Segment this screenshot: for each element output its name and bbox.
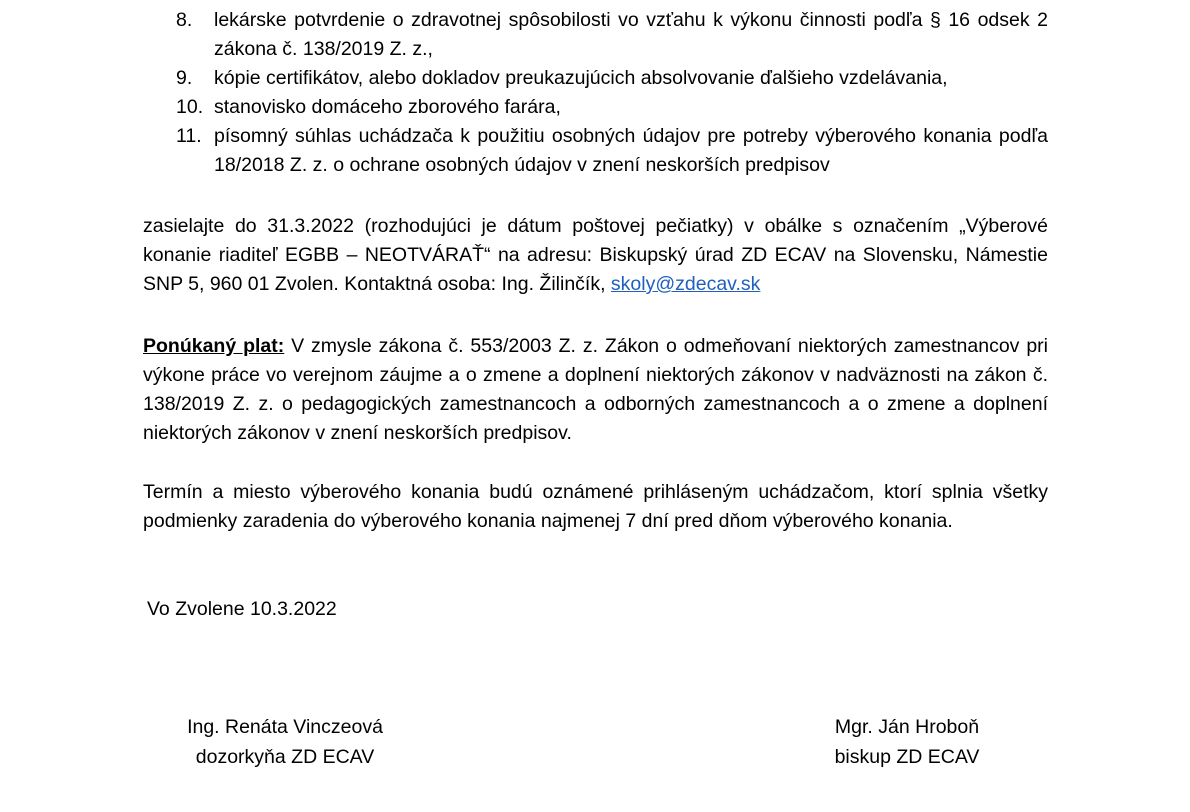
signature-block-right [822,712,992,772]
salary-label: Ponúkaný plat: [143,335,285,357]
list-item [0,6,1048,64]
place-date: Vo Zvolene 10.3.2022 [147,598,337,620]
requirements-list [0,6,1190,180]
list-item-number: 8. [176,9,193,31]
signatory-role: dozorkyňa ZD ECAV [195,746,375,768]
salary-paragraph [143,332,1048,448]
list-item [0,93,1048,122]
list-item-number: 11. [176,125,202,147]
schedule-text: Termín a miesto výberového konania budú oznámené prihláseným uchádzačom, ktorí splnia všetky podmienky zaradenia do výberového konania najmenej 7 dní pred dňom výberového konania. [143,481,1048,532]
signature-block-left [178,712,392,772]
signatory-role: biskup ZD ECAV [834,746,980,768]
list-item-text: kópie certifikátov, alebo dokladov preukazujúcich absolvovanie ďalšieho vzdelávania, [214,67,948,89]
contact-email-link[interactable]: skoly@zdecav.sk [610,273,761,295]
list-item [0,122,1048,180]
list-item-text: lekárske potvrdenie o zdravotnej spôsobilosti vo vzťahu k výkonu činnosti podľa § 16 odsek 2 zákona č. 138/2019 Z. z., [214,9,1048,60]
list-item-text: písomný súhlas uchádzača k použitiu osobných údajov pre potreby výberového konania podľa 18/2018 Z. z. o ochrane osobných údajov v znení neskorších predpisov [214,125,1048,176]
submission-paragraph [143,212,1048,299]
signatory-name: Mgr. Ján Hroboň [834,716,980,738]
salary-text: V zmysle zákona č. 553/2003 Z. z. Zákon o odmeňovaní niektorých zamestnancov pri výkone práce vo verejnom záujme a o zmene a doplnení niektorých zákonov v nadväznosti na zákon č. 138/2019 Z. z. o pedagogických zamestnancoch a odborných zamestnancoch a o zmene a doplnení niektorých zákonov v znení neskorších predpisov. [143,335,1048,444]
list-item-text: stanovisko domáceho zborového farára, [214,96,561,118]
schedule-paragraph [143,478,1048,536]
list-item-number: 9. [176,67,193,89]
submission-text: zasielajte do 31.3.2022 (rozhodujúci je dátum poštovej pečiatky) v obálke s označením „Výberové konanie riaditeľ EGBB – NEOTVÁRAŤ“ na adresu: Biskupský úrad ZD ECAV na Slovensku, Námestie SNP 5, 960 01 Zvolen. Kontaktná osoba: Ing. Žilinčík, [143,215,1048,295]
signatory-name: Ing. Renáta Vinczeová [187,716,383,738]
list-item-number: 10. [176,96,204,118]
list-item [0,64,1048,93]
